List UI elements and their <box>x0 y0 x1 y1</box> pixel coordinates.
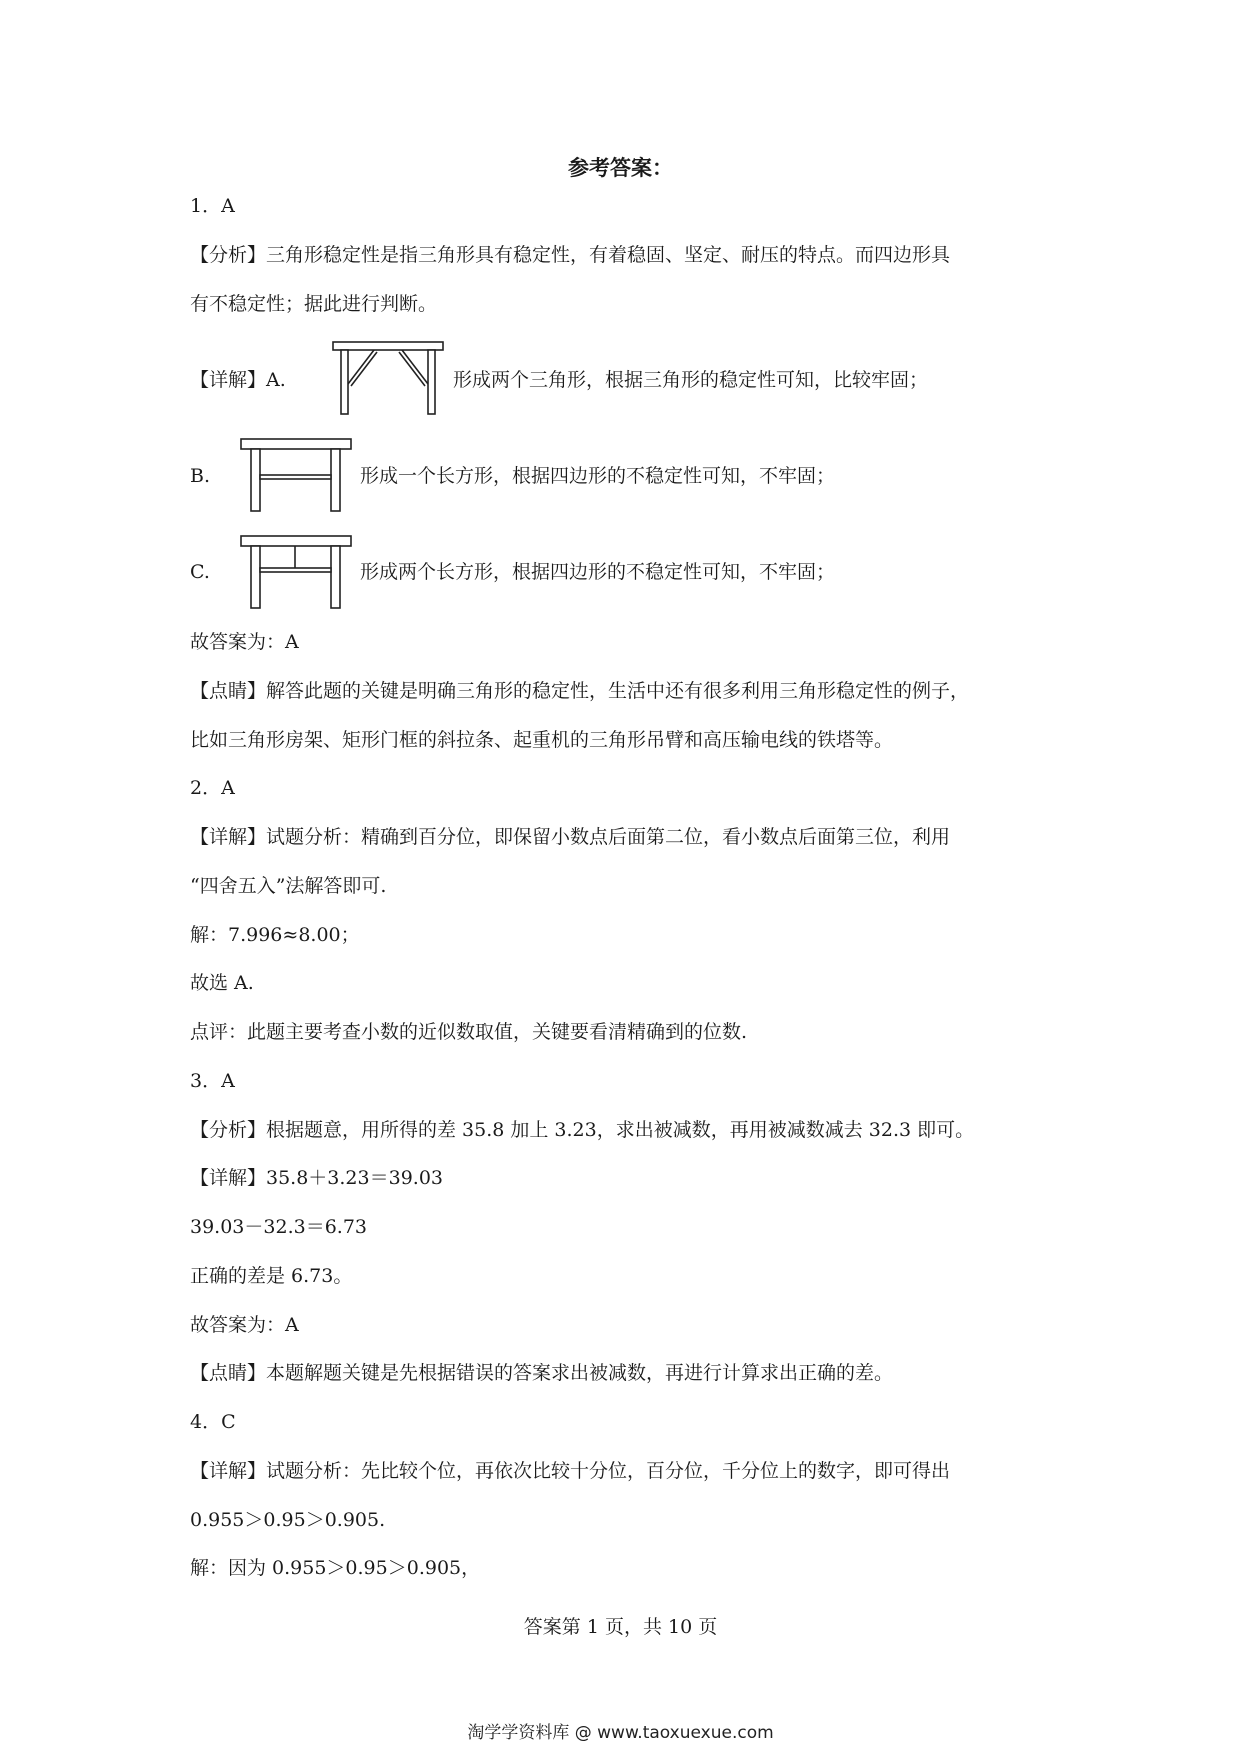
equation-2: 39.03－32.3＝6.73 <box>190 1216 368 1238</box>
option-a-explanation: 形成两个三角形，根据三角形的稳定性可知，比较牢固； <box>453 369 929 391</box>
option-c-label: C. <box>190 561 210 583</box>
answer-number-3: 3．A <box>190 1070 235 1092</box>
answer-number-2: 2．A <box>190 777 235 799</box>
choice-line: 故选 A. <box>190 972 254 994</box>
analysis-text: 【分析】三角形稳定性是指三角形具有稳定性，有着稳固、坚定、耐压的特点。而四边形具 <box>190 244 951 266</box>
option-c-explanation: 形成两个长方形，根据四边形的不稳定性可知，不牢固； <box>360 561 836 583</box>
solution-line: 解：7.996≈8.00； <box>190 924 360 946</box>
key-point-text: 【点睛】解答此题的关键是明确三角形的稳定性，生活中还有很多利用三角形稳定性的例子， <box>190 680 970 702</box>
table-with-crossbar-and-apron-icon <box>238 534 354 610</box>
detail-text-cont: “四舍五入”法解答即可. <box>190 875 387 897</box>
comment-line: 点评：此题主要考查小数的近似数取值，关键要看清精确到的位数. <box>190 1021 748 1043</box>
option-b-label: B. <box>190 465 211 487</box>
comparison-line: 0.955＞0.95＞0.905. <box>190 1509 386 1531</box>
solution-line-4: 解：因为 0.955＞0.95＞0.905， <box>190 1557 481 1579</box>
final-answer-1: 故答案为：A <box>190 631 299 653</box>
table-with-crossbar-icon <box>238 437 354 513</box>
watermark-text: 淘学学资料库 @ www.taoxuexue.com <box>467 1723 774 1743</box>
page-footer: 答案第 1 页，共 10 页 <box>523 1616 718 1638</box>
detail-option-a-label: 【详解】A. <box>190 369 286 391</box>
analysis-text-3: 【分析】根据题意，用所得的差 35.8 加上 3.23，求出被减数，再用被减数减去 32.3 即可。 <box>190 1119 975 1141</box>
key-point-3: 【点睛】本题解题关键是先根据错误的答案求出被减数，再进行计算求出正确的差。 <box>190 1362 894 1384</box>
detail-equation-1: 【详解】35.8＋3.23＝39.03 <box>190 1167 444 1189</box>
result-line: 正确的差是 6.73。 <box>190 1265 353 1287</box>
answer-number-1: 1．A <box>190 195 235 217</box>
analysis-text-cont: 有不稳定性；据此进行判断。 <box>190 293 438 315</box>
page-title: 参考答案： <box>568 155 673 180</box>
detail-text-4: 【详解】试题分析：先比较个位，再依次比较十分位，百分位，千分位上的数字，即可得出 <box>190 1460 951 1482</box>
answer-number-4: 4．C <box>190 1411 236 1433</box>
final-answer-3: 故答案为：A <box>190 1314 299 1336</box>
option-b-explanation: 形成一个长方形，根据四边形的不稳定性可知，不牢固； <box>360 465 836 487</box>
table-with-diagonal-braces-icon <box>330 340 446 416</box>
detail-text: 【详解】试题分析：精确到百分位，即保留小数点后面第二位，看小数点后面第三位，利用 <box>190 826 951 848</box>
key-point-text-cont: 比如三角形房架、矩形门框的斜拉条、起重机的三角形吊臂和高压输电线的铁塔等。 <box>190 729 894 751</box>
